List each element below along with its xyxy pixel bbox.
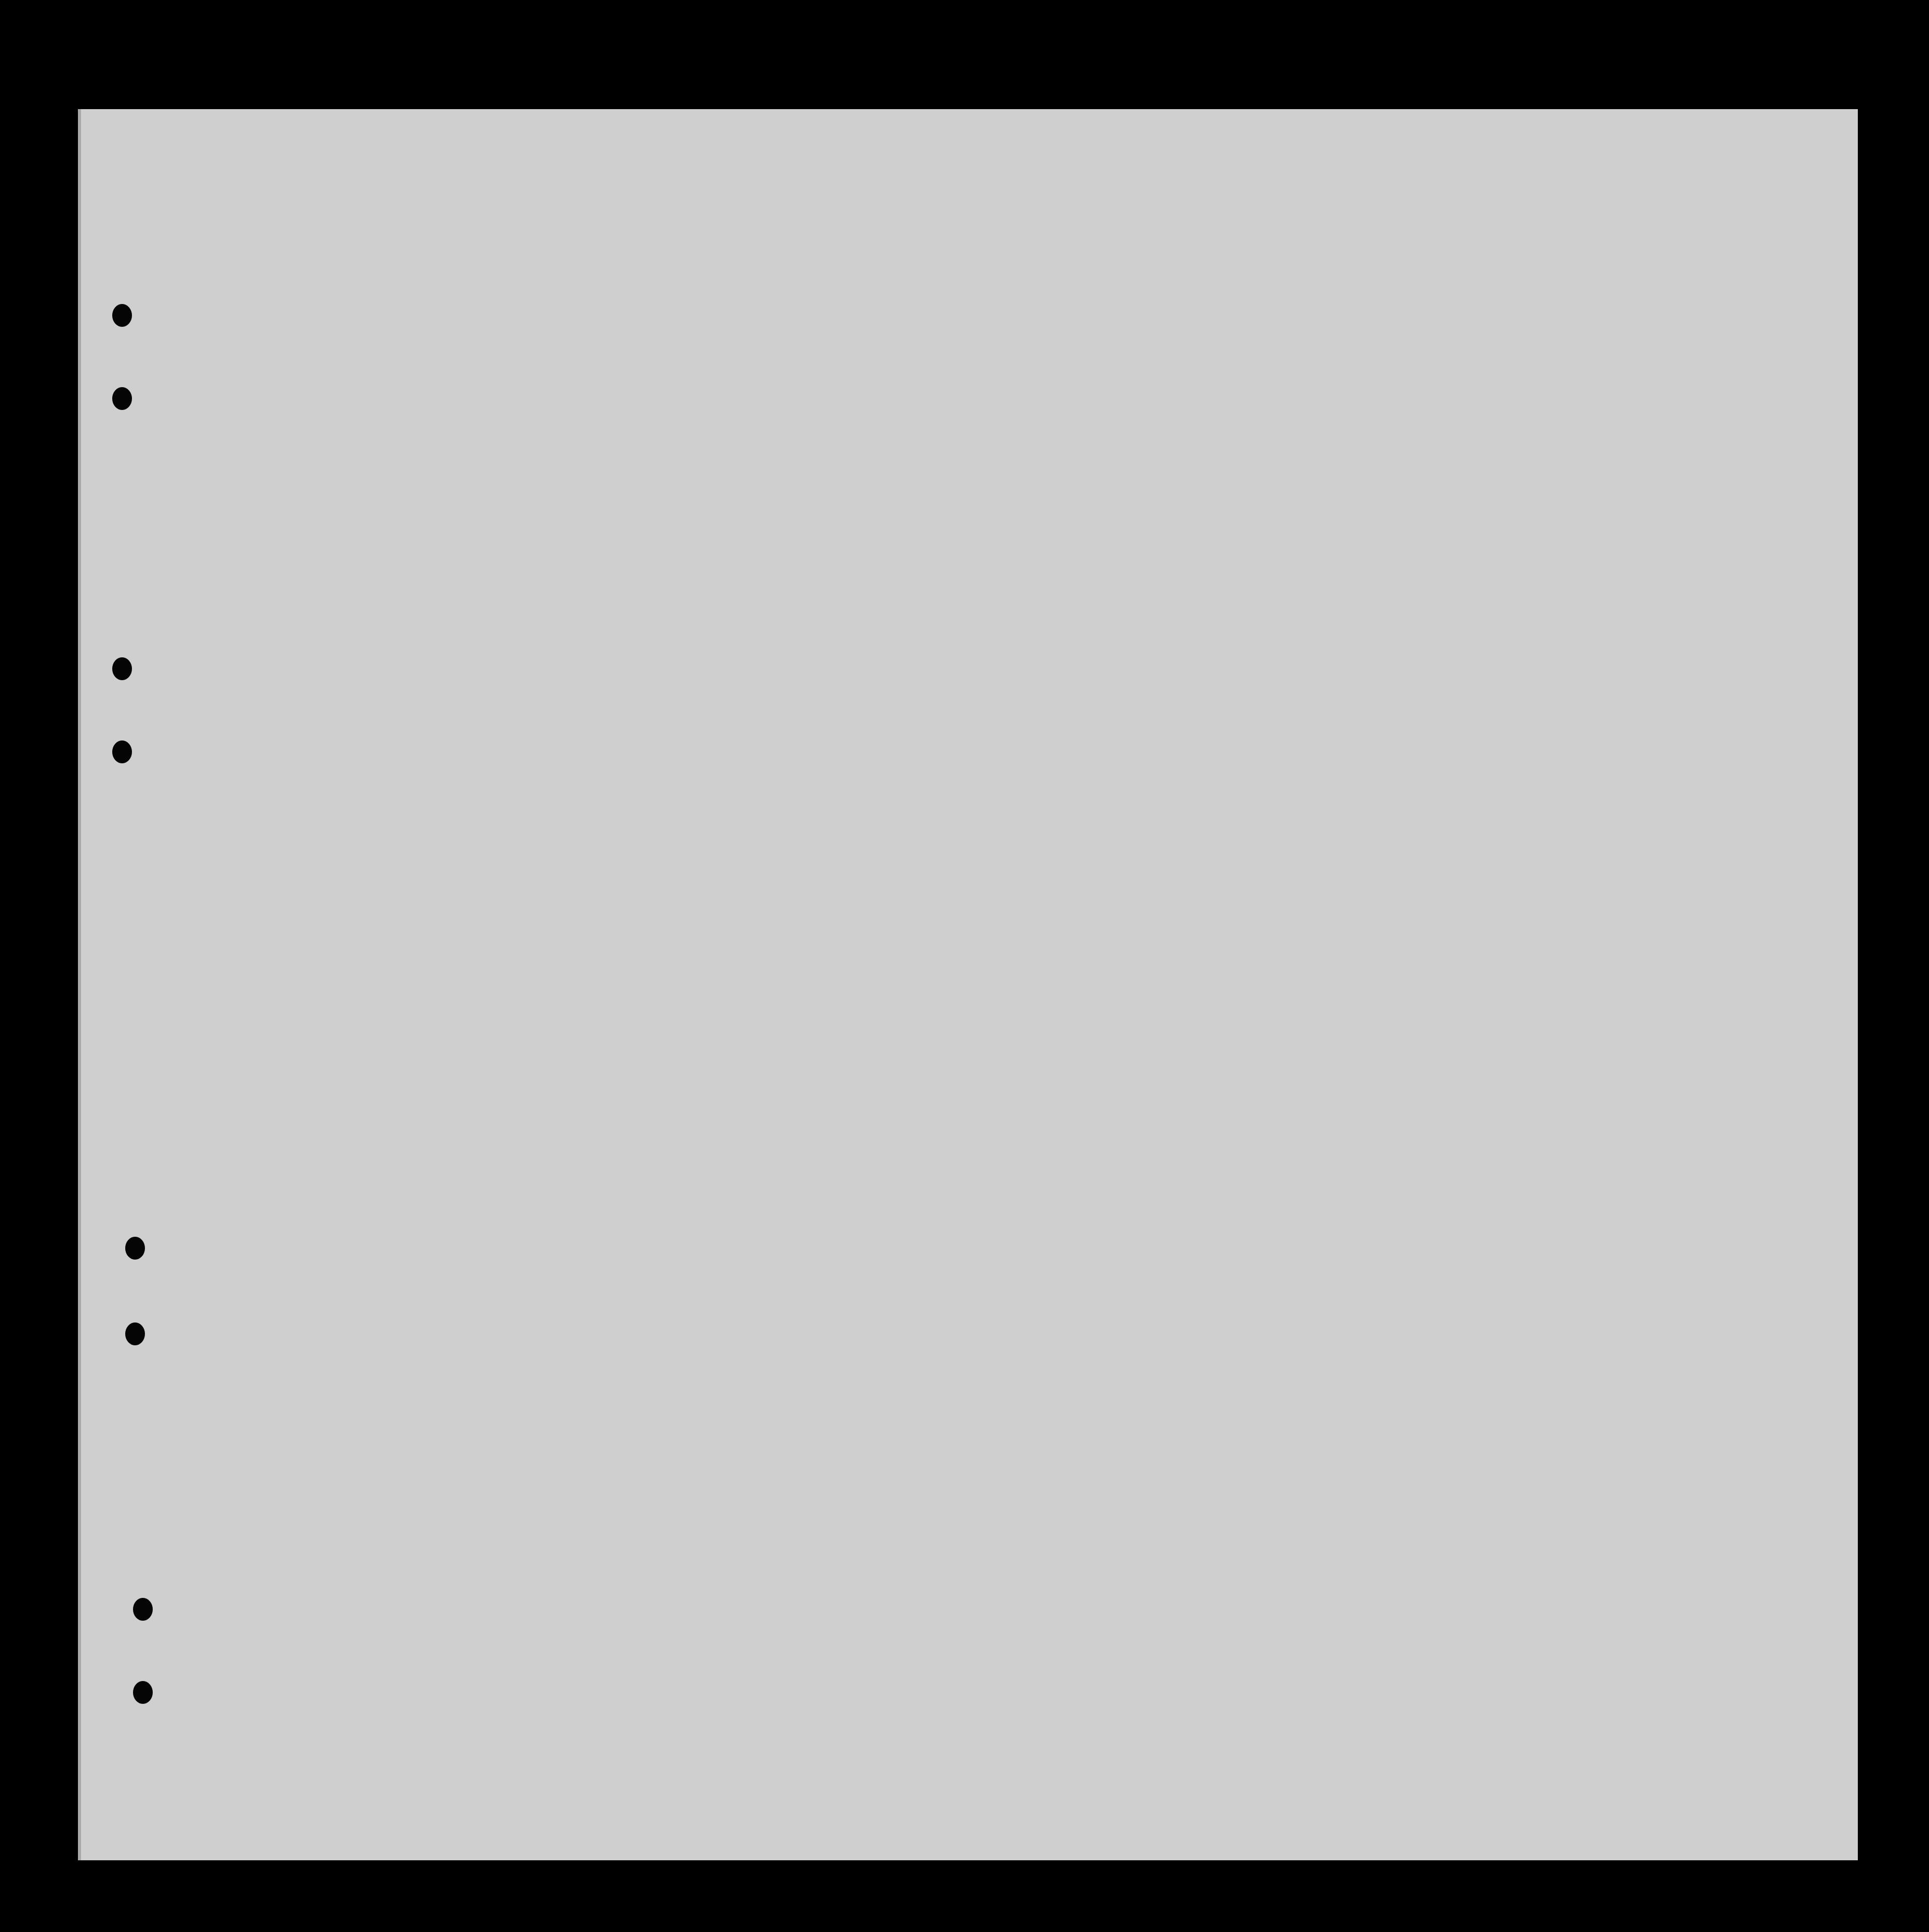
table-grid [81, 109, 1858, 1860]
manifest-sheet [78, 109, 1858, 1860]
